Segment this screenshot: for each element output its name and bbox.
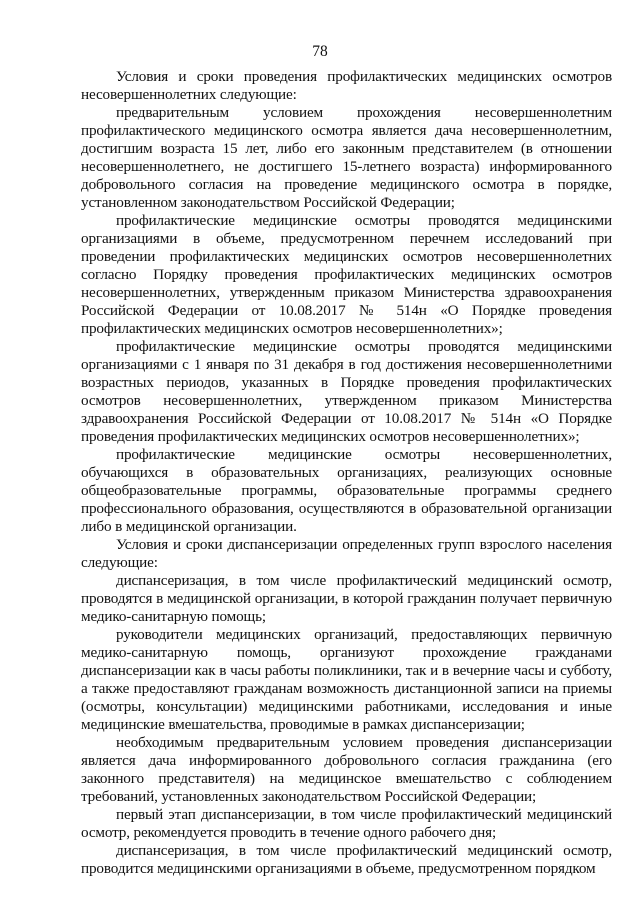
paragraph-4: профилактические медицинские осмотры проводятся медицинскими организациями с 1 января по 31 декабря в год достижения несовершеннолетними возрастных периодов, указанных в Порядке проведения профилактических осмотров несовершеннолетних, утвержденном приказом Министерства здравоохранения Российской Федерации от 10.08.2017 № 514н «О Порядке проведения профилактических медицинских осмотров несовершеннолетних»;	[81, 338, 612, 445]
page-number: 78	[312, 43, 328, 60]
paragraph-3: профилактические медицинские осмотры проводятся медицинскими организациями в объеме, предусмотренном перечнем исследований при проведении профилактических медицинских осмотров несовершеннолетних согласно Порядку проведения профилактических медицинских осмотров несовершеннолетних, утвержденным приказом Министерства здравоохранения Российской Федерации от 10.08.2017 № 514н «О Порядке проведения профилактических медицинских осмотров несовершеннолетних»;	[81, 212, 612, 337]
paragraph-1: Условия и сроки проведения профилактических медицинских осмотров несовершеннолетних следующие:	[81, 68, 612, 103]
paragraph-8: руководители медицинских организаций, предоставляющих первичную медико-санитарную помощь, организуют прохождение гражданами диспансеризации как в часы работы поликлиники, так и в вечерние часы и субботу, а также предоставляют гражданам возможность дистанционной записи на приемы (осмотры, консультации) медицинскими работниками, исследования и иные медицинские вмешательства, проводимые в рамках диспансеризации;	[81, 626, 612, 733]
paragraph-10: первый этап диспансеризации, в том числе профилактический медицинский осмотр, рекомендуется проводить в течение одного рабочего дня;	[81, 806, 612, 841]
paragraph-9: необходимым предварительным условием проведения диспансеризации является дача информированного добровольного согласия гражданина (его законного представителя) на медицинское вмешательство с соблюдением требований, установленных законодательством Российской Федерации;	[81, 734, 612, 805]
paragraph-6: Условия и сроки диспансеризации определенных групп взрослого населения следующие:	[81, 536, 612, 571]
paragraph-7: диспансеризация, в том числе профилактический медицинский осмотр, проводятся в медицинской организации, в которой гражданин получает первичную медико-санитарную помощь;	[81, 572, 612, 625]
paragraph-2: предварительным условием прохождения несовершеннолетним профилактического медицинского осмотра является дача несовершеннолетним, достигшим возраста 15 лет, либо его законным представителем (в отношении несовершеннолетнего, не достигшего 15-летнего возраста) информированного добровольного согласия на проведение медицинского осмотра в порядке, установленном законодательством Российской Федерации;	[81, 104, 612, 211]
paragraph-5: профилактические медицинские осмотры несовершеннолетних, обучающихся в образовательных организациях, реализующих основные общеобразовательные программы, образовательные программы среднего профессионального образования, осуществляются в образовательной организации либо в медицинской организации.	[81, 446, 612, 535]
paragraph-11: диспансеризация, в том числе профилактический медицинский осмотр, проводится медицинскими организациями в объеме, предусмотренном порядком	[81, 842, 612, 877]
document-body	[81, 68, 612, 878]
